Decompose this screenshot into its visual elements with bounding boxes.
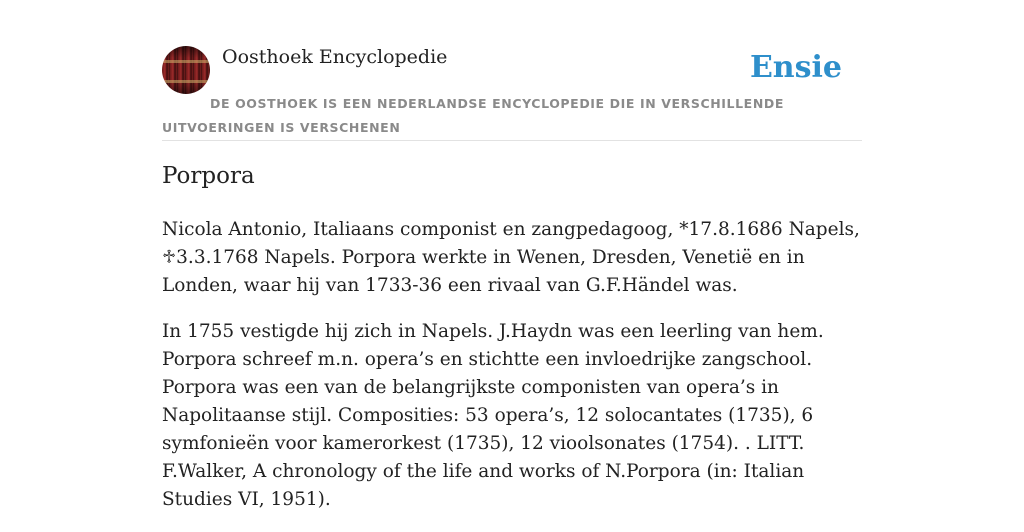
article-paragraph: In 1755 vestigde hij zich in Napels. J.Haydn was een leerling van hem. Porpora schreef m.n. opera’s en stichtte een invloedrijke zangschool. Porpora was een van de belangrijkste componisten van opera’s in Napolitaanse stijl. Composities: 53 opera’s, 12 solocantates (1735), 6 symfonieën voor kamerorkest (1735), 12 vioolsonates (1754). . LITT. F.Walker, A chronology of the life and works of N.Porpora (in: Italian Studies VI, 1951). (162, 321, 824, 510)
article-title: Porpora (162, 163, 255, 189)
site-header (162, 46, 862, 141)
site-title[interactable]: Oosthoek Encyclopedie (222, 46, 448, 68)
article-paragraph: Nicola Antonio, Italiaans componist en zangpedagoog, *17.8.1686 Napels, ♱3.3.1768 Napels. Porpora werkte in Wenen, Dresden, Venetië en in Londen, waar hij van 1733-36 een rivaal van G.F.Händel was. (162, 219, 860, 296)
ensie-logo[interactable]: Ensie (749, 50, 842, 85)
site-tagline: DE OOSTHOEK IS EEN NEDERLANDSE ENCYCLOPEDIE DIE IN VERSCHILLENDE UITVOERINGEN IS VERSCHENEN (162, 96, 784, 135)
article-body (162, 216, 867, 532)
encyclopedia-avatar[interactable] (162, 46, 210, 94)
